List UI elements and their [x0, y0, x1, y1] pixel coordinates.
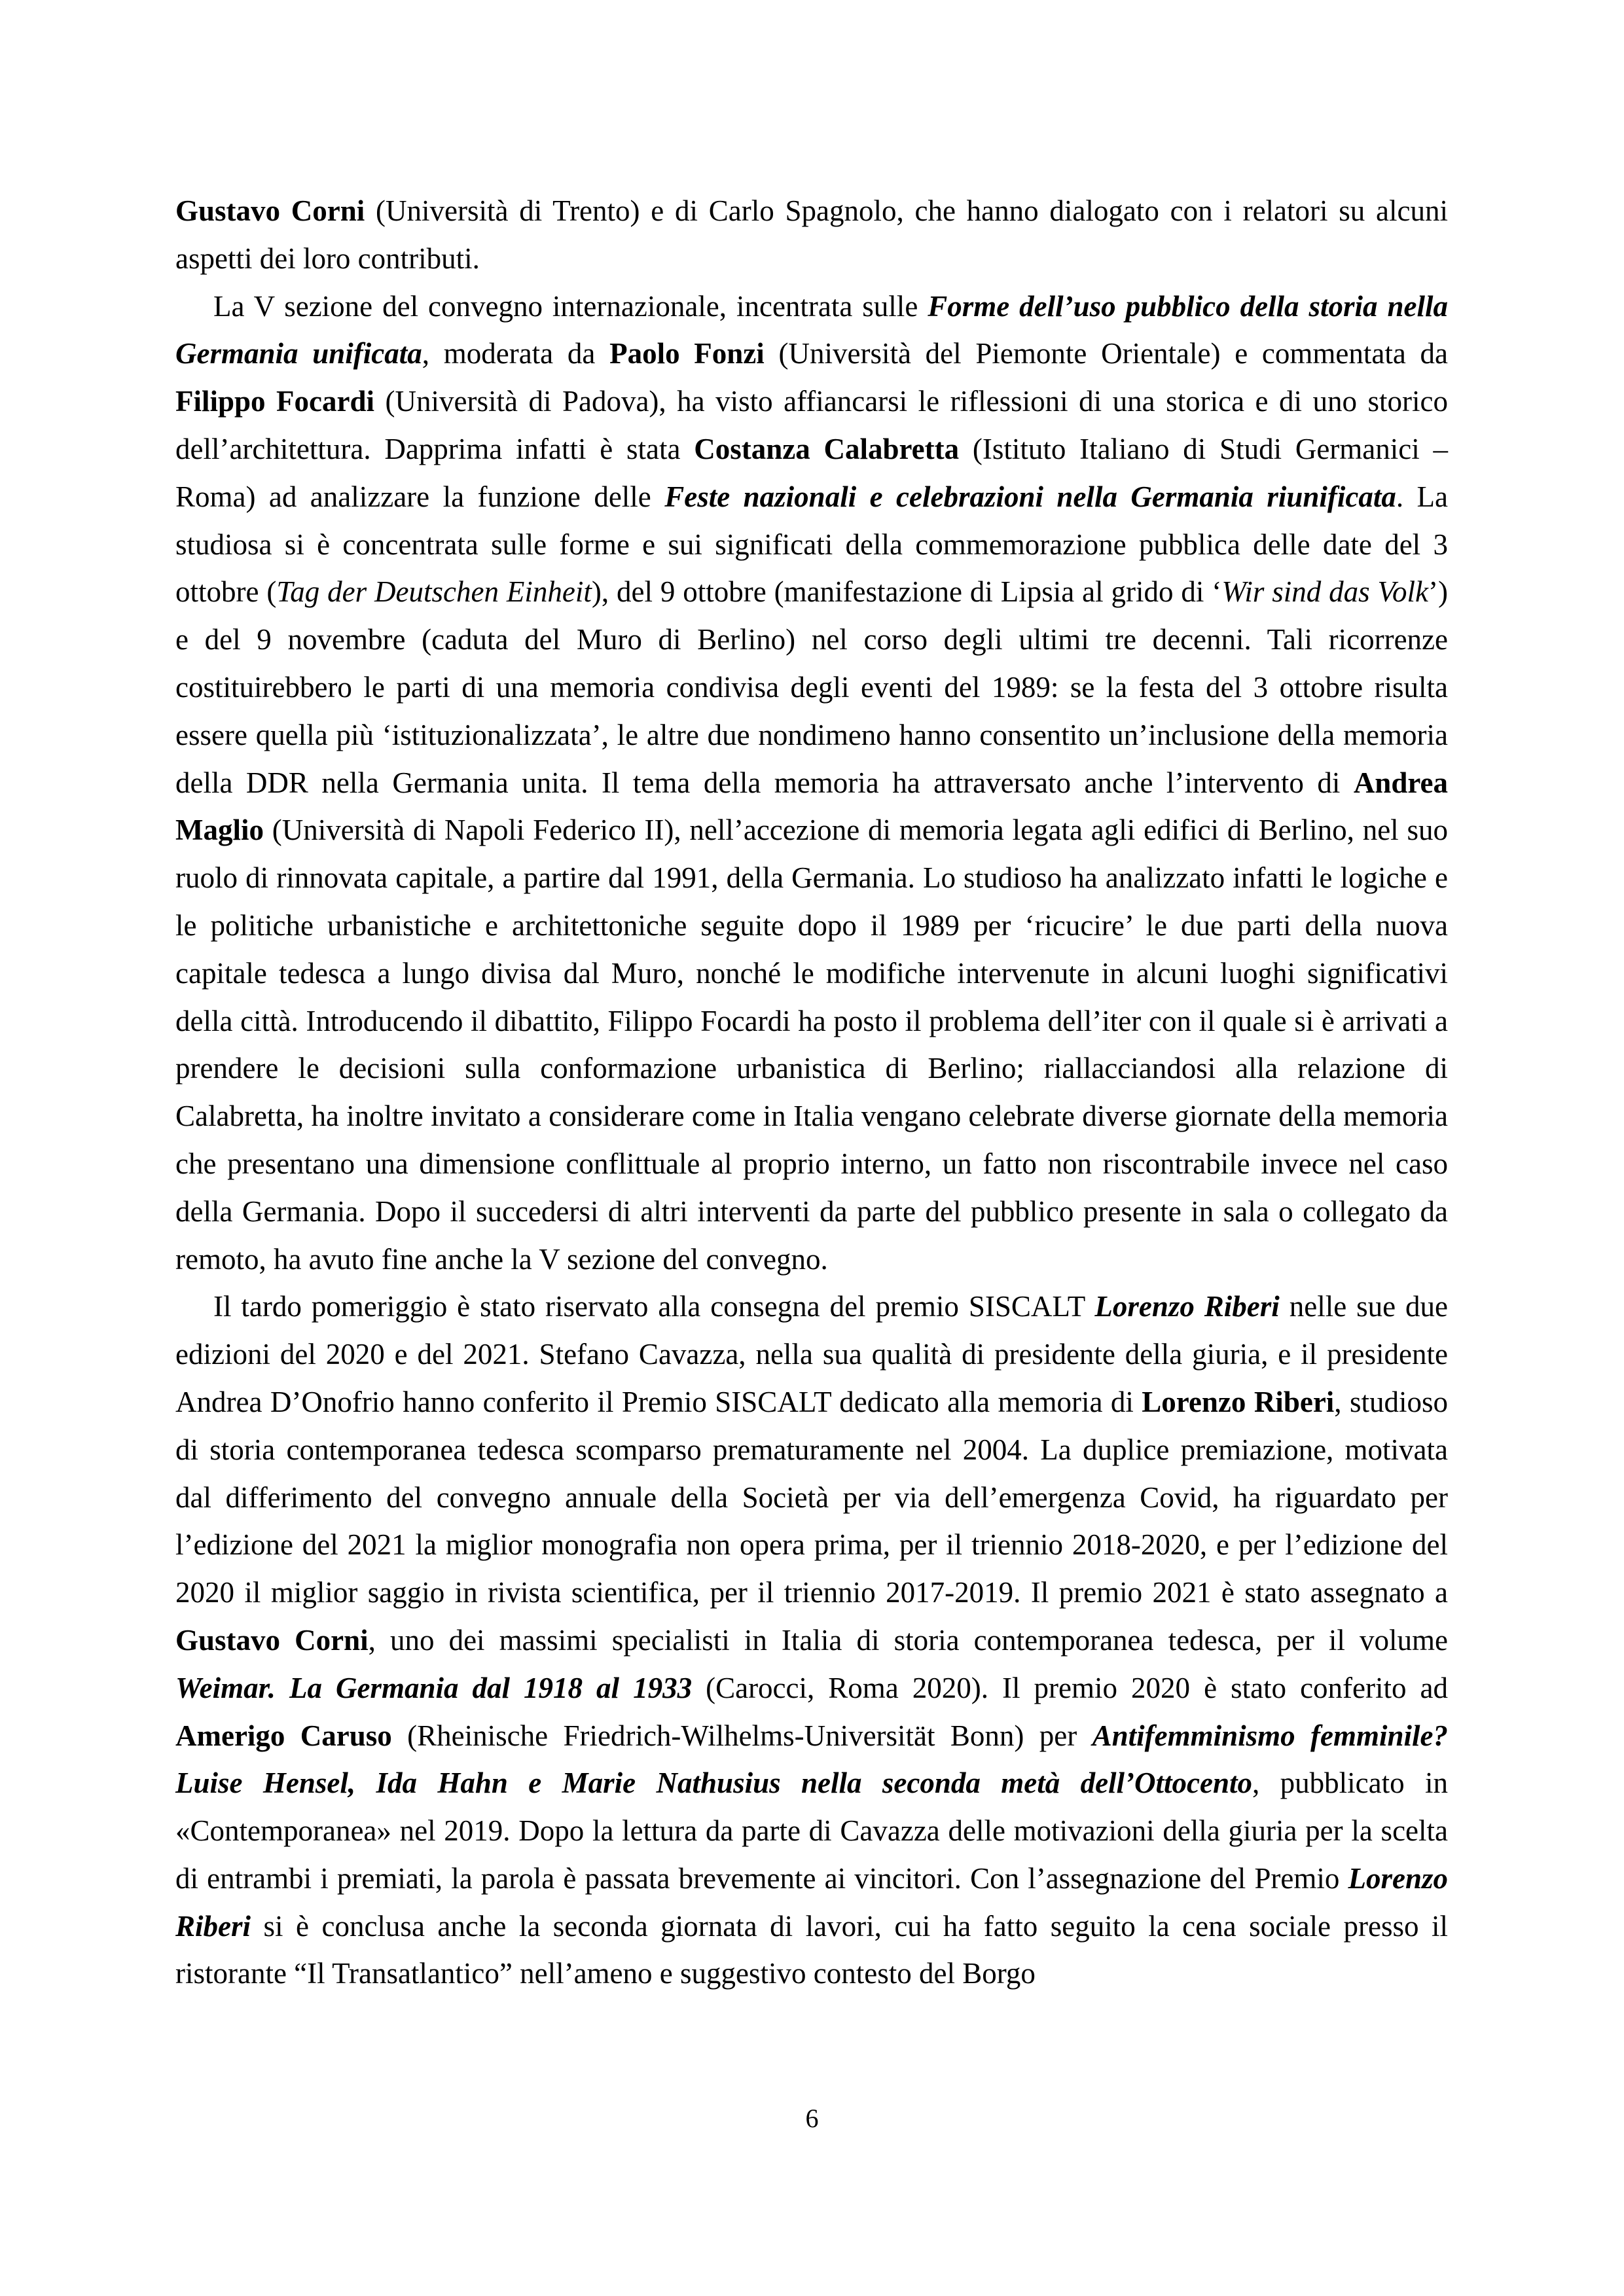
paragraph	[175, 1283, 1448, 1998]
bold-italic-text: Forme dell’uso pubblico della storia nella Germania unificata	[175, 289, 1448, 370]
text-run: Il tardo pomeriggio è stato riservato alla consegna del premio SISCALT	[213, 1290, 1095, 1323]
bold-text: Paolo Fonzi	[609, 337, 765, 370]
bold-italic-text: Weimar. La Germania dal 1918 al 1933	[175, 1671, 693, 1704]
text-run: si è conclusa anche la seconda giornata di lavori, cui ha fatto seguito la cena sociale presso il ristorante “Il Transatlantico” nell’ameno e suggestivo contesto del Borgo	[175, 1909, 1448, 1990]
italic-text: Wir sind das Volk	[1221, 575, 1429, 609]
text-run: nelle sue due edizioni del 2020 e del 2021. Stefano Cavazza, nella sua qualità di presidente della giuria, e il presidente Andrea D’Onofrio hanno conferito il Premio SISCALT dedicato alla memoria di	[175, 1290, 1448, 1418]
text-run: , pubblicato in «Contemporanea» nel 2019. Dopo la lettura da parte di Cavazza delle motivazioni della giuria per la scelta di entrambi i premiati, la parola è passata brevemente ai vincitori. Con l’assegnazione del Premio	[175, 1767, 1448, 1895]
bold-italic-text: Lorenzo Riberi	[175, 1861, 1448, 1943]
text-run: ’) e del 9 novembre (caduta del Muro di Berlino) nel corso degli ultimi tre decenni. Tali ricorrenze costituirebbero le parti di una memoria condivisa degli eventi del 1989: se la festa del 3 ottobre risulta essere quella più ‘istituzionalizzata’, le altre due nondimeno hanno consentito un’inclusione della memoria della DDR nella Germania unita. Il tema della memoria ha attraversato anche l’intervento di	[175, 575, 1449, 799]
bold-text: Costanza Calabretta	[694, 432, 960, 465]
bold-text: Lorenzo Riberi	[1142, 1385, 1335, 1418]
text-run: , moderata da	[422, 337, 610, 370]
body-text	[175, 187, 1448, 1998]
bold-text: Amerigo Caruso	[175, 1719, 392, 1752]
text-run: (Università di Trento) e di Carlo Spagnolo, che hanno dialogato con i relatori su alcuni aspetti dei loro contributi.	[175, 194, 1448, 275]
bold-text: Andrea Maglio	[175, 766, 1448, 847]
text-run: , studioso di storia contemporanea tedesca scomparso prematuramente nel 2004. La duplice premiazione, motivata dal differimento del convegno annuale della Società per via dell’emergenza Covid, ha riguardato per l’edizione del 2021 la miglior monografia non opera prima, per il triennio 2018-2020, e per l’edizione del 2020 il miglior saggio in rivista scientifica, per il triennio 2017-2019. Il premio 2021 è stato assegnato a	[175, 1385, 1448, 1609]
paragraph	[175, 283, 1448, 1283]
bold-italic-text: Lorenzo Riberi	[1094, 1290, 1280, 1323]
bold-text: Filippo Focardi	[175, 385, 375, 418]
bold-italic-text: Antifemminismo femminile? Luise Hensel, Ida Hahn e Marie Nathusius nella seconda metà dell’Ottocento	[175, 1719, 1448, 1800]
text-run: . La studiosa si è concentrata sulle forme e sui significati della commemorazione pubblica delle date del 3 ottobre (	[175, 480, 1448, 609]
text-run: (Università di Padova), ha visto affiancarsi le riflessioni di una storica e di uno storico dell’architettura. Dapprima infatti è stata	[175, 385, 1448, 465]
text-run: (Università di Napoli Federico II), nell’accezione di memoria legata agli edifici di Berlino, nel suo ruolo di rinnovata capitale, a partire dal 1991, della Germania. Lo studioso ha analizzato infatti le logiche e le politiche urbanistiche e architettoniche seguite dopo il 1989 per ‘ricucire’ le due parti della nuova capitale tedesca a lungo divisa dal Muro, nonché le modifiche intervenute in alcuni luoghi significativi della città. Introducendo il dibattito, Filippo Focardi ha posto il problema dell’iter con il quale si è arrivati a prendere le decisioni sulla conformazione urbanistica di Berlino; riallacciandosi alla relazione di Calabretta, ha inoltre invitato a considerare come in Italia vengano celebrate diverse giornate della memoria che presentano una dimensione conflittuale al proprio interno, un fatto non riscontrabile invece nel caso della Germania. Dopo il succedersi di altri interventi da parte del pubblico presente in sala o collegato da remoto, ha avuto fine anche la V sezione del convegno.	[175, 814, 1448, 1276]
page-number: 6	[805, 2104, 819, 2133]
italic-text: Tag der Deutschen Einheit	[276, 575, 592, 609]
text-run: (Istituto Italiano di Studi Germanici – Roma) ad analizzare la funzione delle	[175, 432, 1448, 513]
text-run: (Università del Piemonte Orientale) e commentata da	[764, 337, 1448, 370]
bold-text: Gustavo Corni	[175, 1623, 369, 1657]
text-run: (Rheinische Friedrich-Wilhelms-Universität Bonn) per	[391, 1719, 1092, 1752]
text-run: La V sezione del convegno internazionale, incentrata sulle	[213, 289, 928, 323]
text-run: , uno dei massimi specialisti in Italia di storia contemporanea tedesca, per il volume	[368, 1623, 1448, 1657]
paragraph	[175, 187, 1448, 283]
bold-text: Gustavo Corni	[175, 194, 365, 227]
text-run: ), del 9 ottobre (manifestazione di Lipsia al grido di ‘	[591, 575, 1222, 609]
text-run: (Carocci, Roma 2020). Il premio 2020 è stato conferito ad	[692, 1671, 1448, 1704]
bold-italic-text: Feste nazionali e celebrazioni nella Germania riunificata	[664, 480, 1396, 513]
